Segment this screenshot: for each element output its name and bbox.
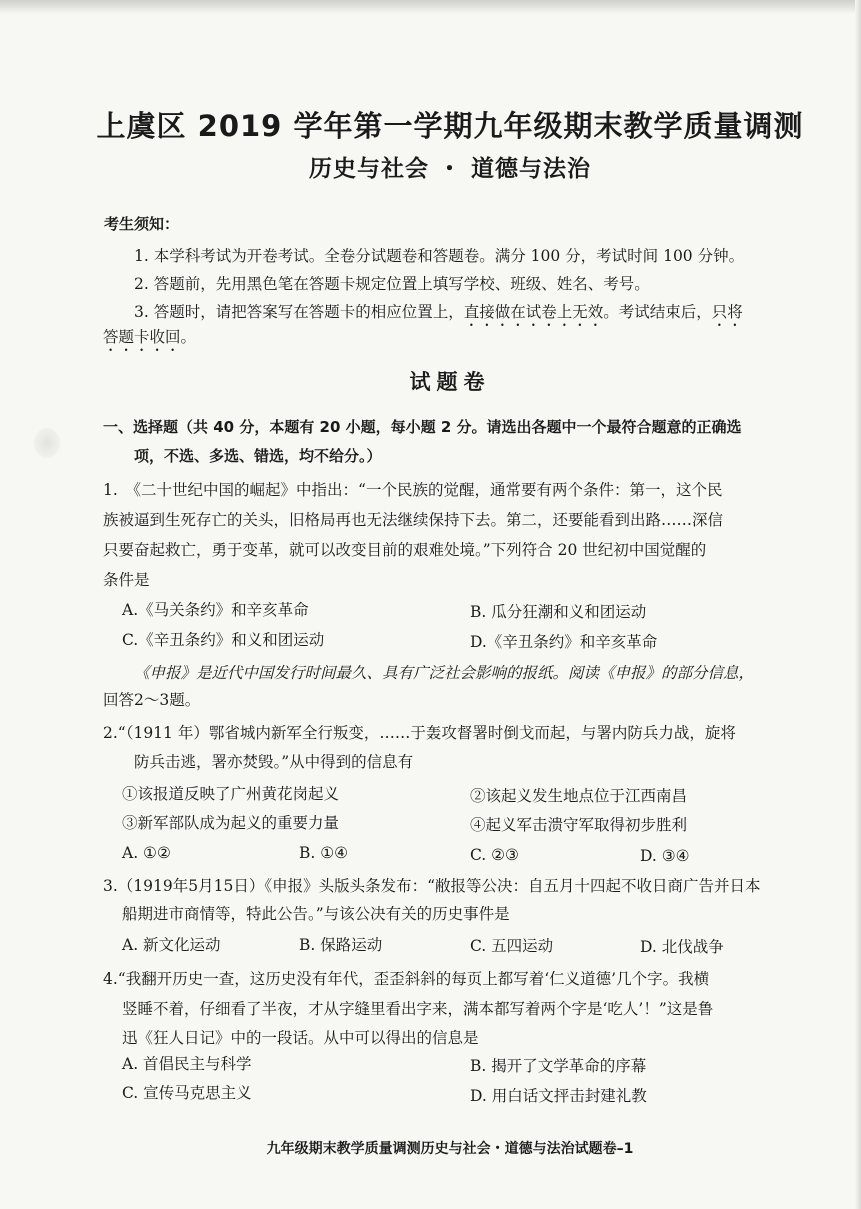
q2-statement-3: ③新军部队成为起义的重要力量 — [122, 814, 340, 832]
q2-option-c: C. ②③ — [470, 846, 519, 864]
section1-line1: 一、选择题（共 40 分，本题有 20 小题，每小题 2 分。请选出各题中一个最符合题意的正确选 — [103, 418, 742, 436]
q2-option-a: A. ①② — [122, 844, 171, 862]
q4-line3: 迅《狂人日记》中的一段话。从中可以得出的信息是 — [122, 1029, 479, 1047]
notice-item-3-emphasis-b: 只将 — [711, 303, 743, 321]
q4-line1: 4.“我翻开历史一查，这历史没有年代，歪歪斜斜的每页上都写着‘仁义道德’几个字。我横 — [103, 970, 710, 988]
q4-option-a: A. 首倡民主与科学 — [122, 1055, 252, 1073]
q1-line1: 1. 《二十世纪中国的崛起》中指出：“一个民族的觉醒，通常要有两个条件：第一，这个民 — [103, 481, 723, 499]
q2-line1: 2.“（1911 年）鄂省城内新军全行叛变，……于轰攻督署时倒戈而起，与署内防兵力战，旋将 — [103, 724, 736, 742]
q1-line3: 只要奋起救亡，勇于变革，就可以改变目前的艰难处境。”下列符合 20 世纪初中国觉醒的 — [103, 541, 707, 559]
q4-line2: 竖睡不着，仔细看了半夜，才从字缝里看出字来，满本都写着两个字是‘吃人’！”这是鲁 — [122, 1000, 714, 1018]
q4-option-b: B. 揭开了文学革命的序幕 — [470, 1057, 647, 1075]
q2-statement-2: ②该起义发生地点位于江西南昌 — [470, 787, 688, 805]
q2-statement-1: ①该报道反映了广州黄花岗起义 — [122, 785, 340, 803]
notice-heading: 考生须知： — [104, 215, 180, 233]
q4-option-d: D. 用白话文抨击封建礼教 — [470, 1087, 647, 1105]
notice-item-3-part-c: 。考试结束后， — [603, 303, 712, 321]
q3-option-d: D. 北伐战争 — [640, 938, 724, 956]
material-line2: 回答2～3题。 — [103, 691, 201, 709]
scan-speck — [34, 428, 60, 458]
q2-statement-4: ④起义军击溃守军取得初步胜利 — [470, 816, 688, 834]
exam-subtitle: 历史与社会 ・ 道德与法治 — [308, 156, 591, 182]
notice-item-3-cont — [103, 327, 196, 355]
q1-line2: 族被逼到生死存亡的关头，旧格局再也无法继续保持下去。第二，还要能看到出路……深信 — [103, 511, 724, 529]
notice-item-3-part-a: 3. 答题时，请把答案写在答题卡的相应位置上， — [134, 303, 464, 321]
q3-option-a: A. 新文化运动 — [122, 936, 221, 954]
paper-title: 试题卷 — [409, 370, 491, 394]
notice-item-3-emphasis-a: 直接做在试卷上无效 — [463, 303, 604, 321]
q2-option-d: D. ③④ — [640, 847, 690, 865]
notice-item-3-end: 。 — [180, 328, 197, 346]
notice-item-3-emphasis-c: 答题卡收回 — [103, 328, 181, 346]
notice-item-2: 2. 答题前，先用黑色笔在答题卡规定位置上填写学校、班级、姓名、考号。 — [134, 275, 650, 293]
q4-option-c: C. 宣传马克思主义 — [122, 1084, 252, 1102]
q1-option-a: A.《马关条约》和辛亥革命 — [122, 601, 309, 619]
notice-item-3 — [134, 302, 743, 330]
q2-option-b: B. ①④ — [299, 844, 349, 862]
section1-line2: 项，不选、多选、错选，均不给分。） — [134, 447, 382, 465]
q3-option-c: C. 五四运动 — [470, 937, 554, 955]
scan-edge-top — [0, 0, 861, 14]
q3-line1: 3.（1919年5月15日）《申报》头版头条发布：“敝报等公决：自五月十四起不收日商广告并日本 — [103, 877, 761, 895]
q3-line2: 船期进市商情等，特此公告。”与该公决有关的历史事件是 — [122, 905, 510, 923]
q1-line4: 条件是 — [103, 571, 150, 589]
q3-option-b: B. 保路运动 — [299, 936, 383, 954]
q1-option-d: D.《辛丑条约》和辛亥革命 — [470, 633, 658, 651]
page-footer: 九年级期末教学质量调测历史与社会・道德与法治试题卷–1 — [266, 1141, 634, 1157]
material-line1: 《申报》是近代中国发行时间最久、具有广泛社会影响的报纸。阅读《申报》的部分信息， — [134, 664, 755, 682]
notice-item-1: 1. 本学科考试为开卷考试。全卷分试题卷和答题卷。满分 100 分，考试时间 100 分钟。 — [134, 247, 745, 265]
exam-title: 上虞区 2019 学年第一学期九年级期末教学质量调测 — [96, 109, 804, 143]
q1-option-c: C.《辛丑条约》和义和团运动 — [122, 631, 325, 649]
q2-line2: 防兵击逃，署亦焚毁。”从中得到的信息有 — [134, 753, 414, 771]
q1-option-b: B. 瓜分狂潮和义和团运动 — [470, 603, 647, 621]
